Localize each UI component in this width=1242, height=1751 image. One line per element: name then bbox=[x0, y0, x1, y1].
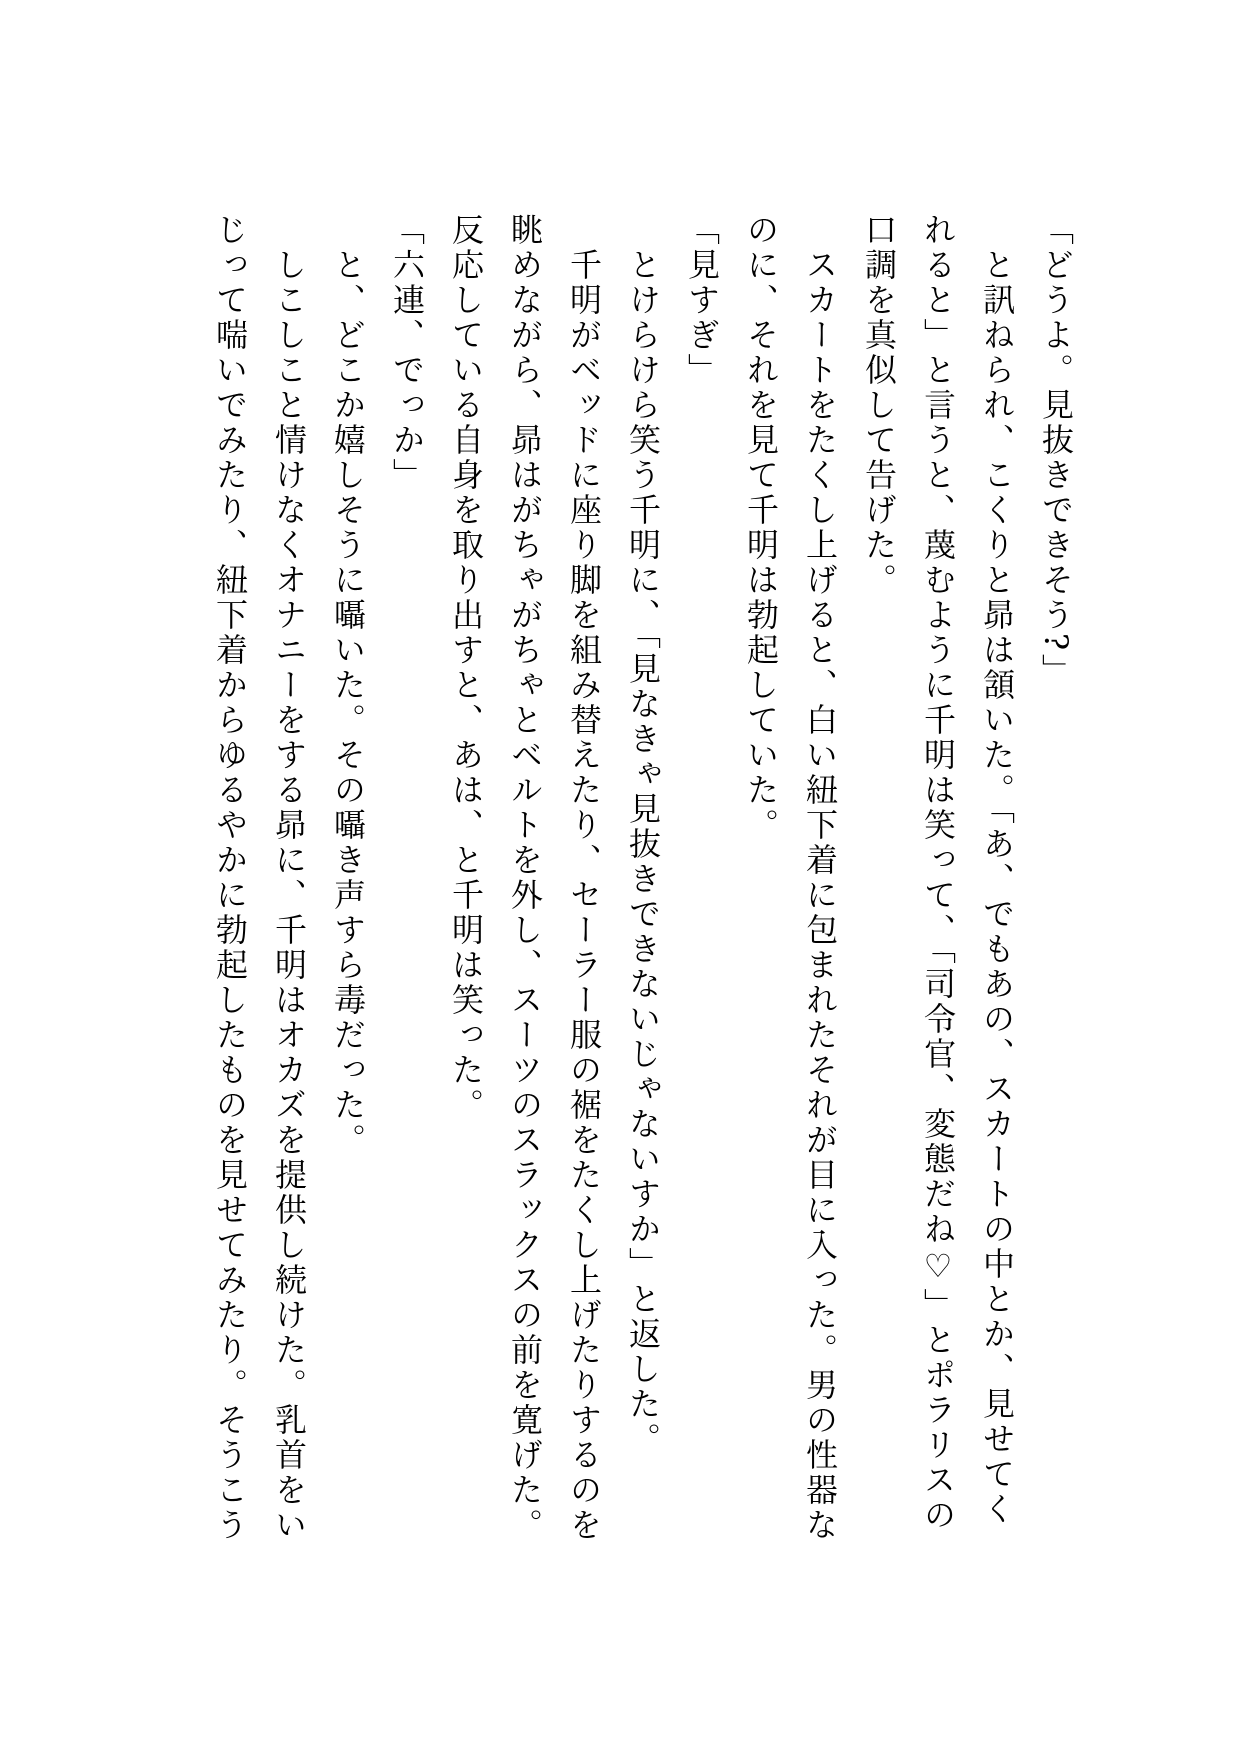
narrative-paragraph-5: と、どこか嬉しそうに囁いた。その囁き声すら毒だった。 bbox=[329, 248, 367, 1158]
dialogue-line-1: 「どうよ。見抜きできそう?」 bbox=[1037, 213, 1075, 689]
narrative-paragraph-6: しこしこと情けなくオナニーをする昴に、千明はオカズを提供し続けた。乳首をいじって喘いでみたり、紐下着からゆるやかに勃起したものを見せてみたり。そうこう bbox=[211, 213, 308, 1543]
dialogue-line-2: 「見すぎ」 bbox=[683, 213, 721, 388]
narrative-paragraph-1: と訊ねられ、こくりと昴は頷いた。「あ、でもあの、スカートの中とか、見せてくれると」と言うと、蔑むように千明は笑って、「司令官、変態だね♡」とポラリスの口調を真似して告げた。 bbox=[860, 213, 1016, 1533]
vertical-text-block bbox=[200, 213, 1085, 1543]
dialogue-line-3: 「六連、でっか」 bbox=[388, 213, 426, 493]
narrative-paragraph-4: 千明がベッドに座り脚を組み替えたり、セーラー服の裾をたくし上げたりするのを眺めながら、昴はがちゃがちゃとベルトを外し、スーツのスラックスの前を寛げた。反応している自身を取り出すと、あは、と千明は笑った。 bbox=[447, 213, 603, 1543]
narrative-paragraph-3: とけらけら笑う千明に、「見なきゃ見抜きできないじゃないすか」と返した。 bbox=[624, 248, 662, 1457]
narrative-paragraph-2: スカートをたくし上げると、白い紐下着に包まれたそれが目に入った。男の性器なのに、それを見て千明は勃起していた。 bbox=[742, 213, 839, 1543]
